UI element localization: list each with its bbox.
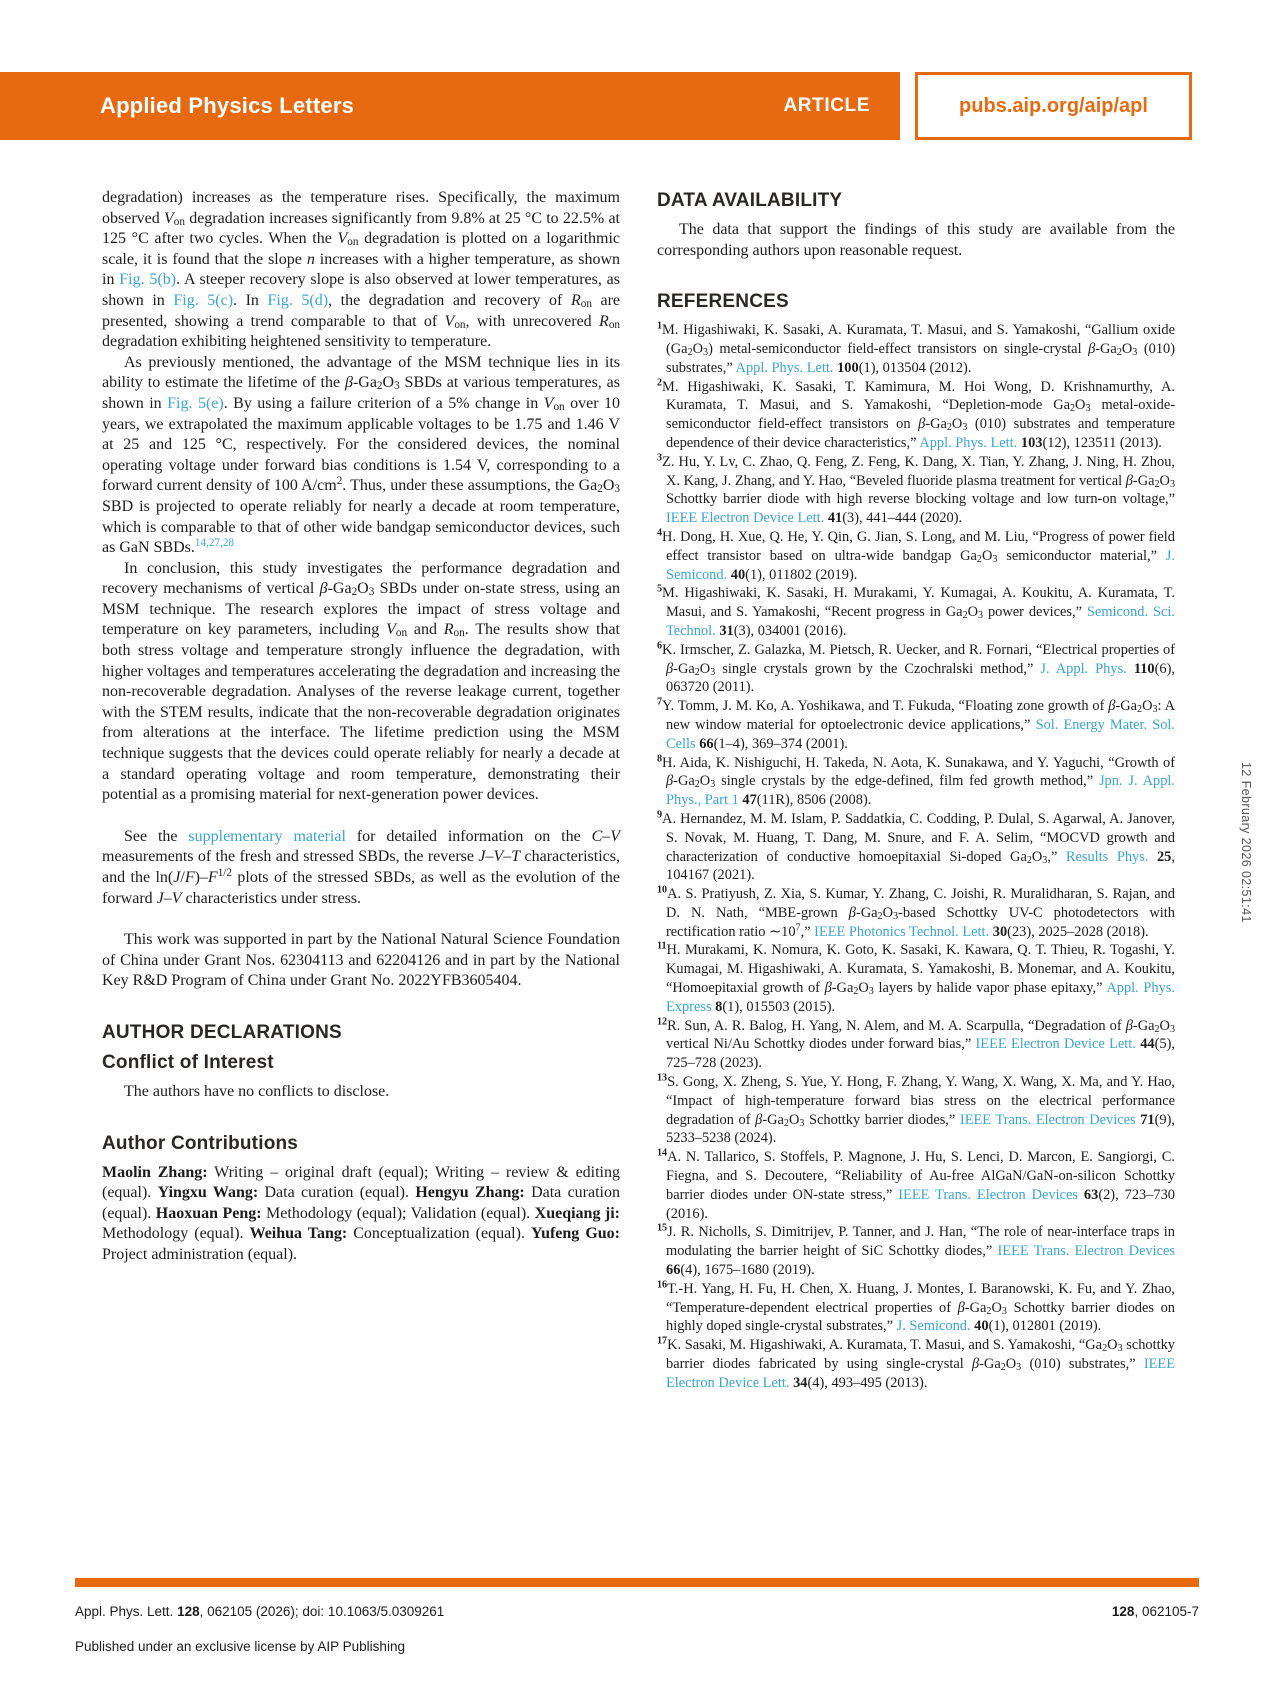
acknowledgment-paragraph: This work was supported in part by the National Natural Science Foundation of China under Grant Nos. 62304113 and 62204126 and in part by the National Key R&D Program of China under Grant No. 2022YFB3605404. bbox=[102, 931, 620, 990]
publisher-url-box[interactable] bbox=[915, 72, 1192, 140]
reference-item: $^{16}$T.-H. Yang, H. Fu, H. Chen, X. Huang, J. Montes, I. Baranowski, K. Fu, and Y. Zhao, “Temperature-dependent electrical properties of β-Ga2O3 Schottky barrier diodes on highly doped single-crystal substrates,” J. Semicond. 40(1), 012801 (2019). bbox=[657, 1279, 1175, 1335]
reference-item: $^3$Z. Hu, Y. Lv, C. Zhao, Q. Feng, Z. Feng, K. Dang, X. Tian, Y. Zhang, J. Ning, H. Zhou, X. Kang, J. Zhang, and Y. Hao, “Beveled fluoride plasma treatment for vertical β-Ga2O3 Schottky barrier diode with high reverse blocking voltage and low turn-on voltage,” IEEE Electron Device Lett. 41(3), 441–444 (2020). bbox=[657, 452, 1175, 527]
citation-link[interactable]: 14,27,28 bbox=[194, 536, 235, 549]
body-paragraph: In conclusion, this study investigates the performance degradation and recovery mechanisms of vertical β-Ga2O3 SBDs under on-state stress, using an MSM technique. The research explores the impact of stress voltage and temperature on key parameters, including Von and Ron. The results show that both stress voltage and temperature strongly influence the degradation, with higher voltages and temperatures accelerating the degradation and increasing the non-recoverable degradation. Analyses of the reverse leakage current, together with the STEM results, indicate that the non-recoverable degradation originates from alterations at the interface. The lifetime prediction using the MSM technique suggests that the devices could operate reliably for nearly a decade at a standard operating voltage and room temperature, demonstrating their potential as a promising material for next-generation power devices. bbox=[102, 559, 620, 804]
section-heading-data-availability: DATA AVAILABILITY bbox=[657, 190, 843, 211]
footer-rule bbox=[75, 1578, 1199, 1587]
right-column bbox=[657, 188, 1175, 1393]
reference-item: $^{15}$J. R. Nicholls, S. Dimitrijev, P. Tanner, and J. Han, “The role of near-interface traps in modulating the barrier height of SiC Schottky diodes,” IEEE Trans. Electron Devices 66(4), 1675–1680 (2019). bbox=[657, 1222, 1175, 1279]
reference-item: $^9$A. Hernandez, M. M. Islam, P. Saddatkia, C. Codding, P. Dulal, S. Agarwal, A. Janover, S. Novak, M. Huang, T. Dang, M. Snure, and F. A. Selim, “MOCVD growth and characterization of conductive homoepitaxial Si-doped Ga2O3,” Results Phys. 25, 104167 (2021). bbox=[657, 809, 1175, 884]
section-heading-author-declarations: AUTHOR DECLARATIONS bbox=[102, 1021, 342, 1043]
reference-item: $^1$M. Higashiwaki, K. Sasaki, A. Kuramata, T. Masui, and S. Yamakoshi, “Gallium oxide (Ga2O3) metal-semiconductor field-effect transistors on single-crystal β-Ga2O3 (010) substrates,” Appl. Phys. Lett. 100(1), 013504 (2012). bbox=[657, 320, 1175, 376]
journal-title: Applied Physics Letters bbox=[100, 93, 355, 118]
citation-link[interactable]: IEEE Electron Device Lett. bbox=[666, 1356, 1176, 1391]
footer-page-number: 128, 062105-7 bbox=[1111, 1604, 1199, 1619]
reference-item: $^{14}$A. N. Tallarico, S. Stoffels, P. Magnone, J. Hu, S. Lenci, D. Marcon, E. Sangiorgi, C. Fiegna, and S. Decoutere, “Reliability of Au-free AlGaN/GaN-on-silicon Schottky barrier diodes under ON-state stress,” IEEE Trans. Electron Devices 63(2), 723–730 (2016). bbox=[657, 1147, 1175, 1222]
footer-citation: Appl. Phys. Lett. 128, 062105 (2026); doi: 10.1063/5.0309261 bbox=[75, 1604, 445, 1619]
download-timestamp: 12 February 2026 02:51:41 bbox=[1239, 762, 1253, 923]
conflict-statement: The authors have no conflicts to disclose. bbox=[124, 1082, 390, 1100]
reference-item: $^5$M. Higashiwaki, K. Sasaki, H. Murakami, Y. Kumagai, A. Koukitu, A. Kuramata, T. Masui, and S. Yamakoshi, “Recent progress in Ga2O3 power devices,” Semicond. Sci. Technol. 31(3), 034001 (2016). bbox=[657, 583, 1175, 639]
references-list bbox=[657, 321, 1175, 1392]
citation-link[interactable]: IEEE Trans. Electron Devices bbox=[959, 1111, 1136, 1128]
publisher-url[interactable]: pubs.aip.org/aip/apl bbox=[959, 94, 1148, 117]
reference-item: $^4$H. Dong, H. Xue, Q. He, Y. Qin, G. Jian, S. Long, and M. Liu, “Progress of power field effect transistor based on ultra-wide bandgap Ga2O3 semiconductor material,” J. Semicond. 40(1), 011802 (2019). bbox=[657, 527, 1175, 583]
body-paragraph: As previously mentioned, the advantage of the MSM technique lies in its ability to estimate the lifetime of the β-Ga2O3 SBDs at various temperatures, as shown in Fig. 5(e). By using a failure criterion of a 5% change in Von over 10 years, we extrapolated the maximum applicable voltages to be 1.75 and 1.46 V at 25 and 125 °C, respectively. For the considered devices, the nominal operating voltage under forward bias conditions is 1.54 V, corresponding to a forward current density of 100 $A/cm^2$. Thus, under these assumptions, the Ga2O3 SBD is projected to operate reliably for nearly a decade at room temperature, which is comparable to that of other wide bandgap semiconductor devices, such as GaN SBDs.$^{14,27,28}$ bbox=[102, 353, 621, 557]
body-paragraph: degradation) increases as the temperature rises. Specifically, the maximum observed Von degradation increases significantly from 9.8% at 25 °C to 22.5% at 125 °C after two cycles. When the Von degradation is plotted on a logarithmic scale, it is found that the slope n increases with a higher temperature, as shown in Fig. 5(b). A steeper recovery slope is also observed at lower temperatures, as shown in Fig. 5(c). In Fig. 5(d), the degradation and recovery of Ron are presented, showing a trend comparable to that of Von, with unrecovered Ron degradation exhibiting heightened sensitivity to temperature. bbox=[102, 189, 621, 351]
citation-link[interactable]: IEEE Photonics Technol. Lett. bbox=[814, 923, 990, 940]
section-heading-references: REFERENCES bbox=[657, 291, 789, 313]
citation-link[interactable]: supplementary material bbox=[188, 827, 346, 845]
section-heading-conflict-of-interest: Conflict of Interest bbox=[102, 1051, 274, 1073]
citation-link[interactable]: J. Semicond. bbox=[666, 547, 1175, 583]
citation-link[interactable]: IEEE Trans. Electron Devices bbox=[997, 1243, 1175, 1260]
citation-link[interactable]: Results Phys. bbox=[1065, 848, 1149, 865]
article-label: ARTICLE bbox=[783, 95, 870, 116]
citation-link[interactable]: Fig. 5(b) bbox=[119, 271, 177, 289]
citation-link[interactable]: Fig. 5(c) bbox=[173, 291, 234, 309]
citation-link[interactable]: Fig. 5(d) bbox=[267, 291, 329, 309]
citation-link[interactable]: Fig. 5(e) bbox=[167, 394, 224, 412]
reference-item: $^{10}$A. S. Pratiyush, Z. Xia, S. Kumar, Y. Zhang, C. Joishi, R. Muralidharan, S. Rajan, and D. N. Nath, “MBE-grown β-Ga2O3-based Schottky UV-C photodetectors with rectification ratio $\sim 10^7$,” IEEE Photonics Technol. Lett. 30(23), 2025–2028 (2018). bbox=[657, 884, 1176, 940]
data-availability-paragraph: The data that support the findings of this study are available from the corresponding authors upon reasonable request. bbox=[657, 221, 1175, 259]
reference-item: $^{12}$R. Sun, A. R. Balog, H. Yang, N. Alem, and M. A. Scarpulla, “Degradation of β-Ga2O3 vertical Ni/Au Schottky diodes under forward bias,” IEEE Electron Device Lett. 44(5), 725–728 (2023). bbox=[657, 1016, 1175, 1072]
reference-item: $^8$H. Aida, K. Nishiguchi, H. Takeda, N. Aota, K. Sunakawa, and Y. Yaguchi, “Growth of β-Ga2O3 single crystals by the edge-defined, film fed growth method,” Jpn. J. Appl. Phys., Part 1 47(11R), 8506 (2008). bbox=[657, 752, 1175, 809]
citation-link[interactable]: IEEE Electron Device Lett. bbox=[666, 510, 825, 527]
citation-link[interactable]: IEEE Electron Device Lett. bbox=[975, 1036, 1136, 1053]
author-contributions-paragraph: Maolin Zhang: Writing – original draft (equal); Writing – review & editing (equal). Yingxu Wang: Data curation (equal). Hengyu Zhang: Data curation (equal). Haoxuan Peng: Methodology (equal); Validation (equal). Xueqiang ji: Methodology (equal). Weihua Tang: Conceptualization (equal). Yufeng Guo: Project administration (equal). bbox=[102, 1163, 621, 1263]
citation-link[interactable]: Semicond. Sci. Technol. bbox=[666, 604, 1175, 639]
citation-link[interactable]: IEEE Trans. Electron Devices bbox=[898, 1186, 1078, 1203]
reference-item: $^{11}$H. Murakami, K. Nomura, K. Goto, K. Sasaki, K. Kawara, Q. T. Thieu, R. Togashi, Y. Kumagai, M. Higashiwaki, A. Kuramata, S. Yamakoshi, B. Monemar, and A. Koukitu, “Homoepitaxial growth of β-Ga2O3 layers by halide vapor phase epitaxy,” Appl. Phys. Express 8(1), 015503 (2015). bbox=[657, 940, 1175, 1015]
reference-item: $^2$M. Higashiwaki, K. Sasaki, T. Kamimura, M. Hoi Wong, D. Krishnamurthy, A. Kuramata, T. Masui, and S. Yamakoshi, “Depletion-mode Ga2O3 metal-oxide-semiconductor field-effect transistors on β-Ga2O3 (010) substrates and temperature dependence of their device characteristics,” Appl. Phys. Lett. 103(12), 123511 (2013). bbox=[657, 377, 1175, 451]
footer-license: Published under an exclusive license by AIP Publishing bbox=[75, 1639, 405, 1654]
section-heading-author-contributions: Author Contributions bbox=[102, 1132, 299, 1154]
citation-link[interactable]: Sol. Energy Mater. Sol. Cells bbox=[666, 716, 1175, 752]
citation-link[interactable]: J. Appl. Phys. bbox=[1040, 660, 1127, 677]
citation-link[interactable]: Appl. Phys. Lett. bbox=[919, 434, 1018, 451]
citation-link[interactable]: Appl. Phys. Express bbox=[666, 980, 1175, 1015]
reference-item: $^6$K. Irmscher, Z. Galazka, M. Pietsch, R. Uecker, and R. Fornari, “Electrical properties of β-Ga2O3 single crystals grown by the Czochralski method,” J. Appl. Phys. 110(6), 063720 (2011). bbox=[657, 640, 1175, 696]
supplementary-paragraph: See the supplementary material for detailed information on the C–V measurements of the fresh and stressed SBDs, the reverse J–V–T characteristics, and the $\ln(J/F)-F^{1/2}$ plots of the stressed SBDs, as well as the evolution of the forward J–V characteristics under stress. bbox=[102, 827, 621, 907]
footer-citation-row bbox=[75, 1604, 1199, 1619]
reference-item: $^7$Y. Tomm, J. M. Ko, A. Yoshikawa, and T. Fukuda, “Floating zone growth of β-Ga2O3: A new window material for optoelectronic device applications,” Sol. Energy Mater. Sol. Cells 66(1–4), 369–374 (2001). bbox=[657, 696, 1175, 752]
citation-link[interactable]: Jpn. J. Appl. Phys., Part 1 bbox=[666, 773, 1175, 809]
citation-link[interactable]: J. Semicond. bbox=[896, 1318, 971, 1335]
header-banner bbox=[0, 72, 900, 140]
reference-item: $^{17}$K. Sasaki, M. Higashiwaki, A. Kuramata, T. Masui, and S. Yamakoshi, “Ga2O3 schottky barrier diodes fabricated by using single-crystal β-Ga2O3 (010) substrates,” IEEE Electron Device Lett. 34(4), 493–495 (2013). bbox=[657, 1335, 1176, 1391]
citation-link[interactable]: Appl. Phys. Lett. bbox=[735, 359, 834, 376]
left-column bbox=[102, 188, 620, 1266]
reference-item: $^{13}$S. Gong, X. Zheng, S. Yue, Y. Hong, F. Zhang, Y. Wang, X. Wang, X. Ma, and Y. Hao, “Impact of high-temperature forward bias stress on the electrical performance degradation of β-Ga2O3 Schottky barrier diodes,” IEEE Trans. Electron Devices 71(9), 5233–5238 (2024). bbox=[657, 1072, 1175, 1147]
